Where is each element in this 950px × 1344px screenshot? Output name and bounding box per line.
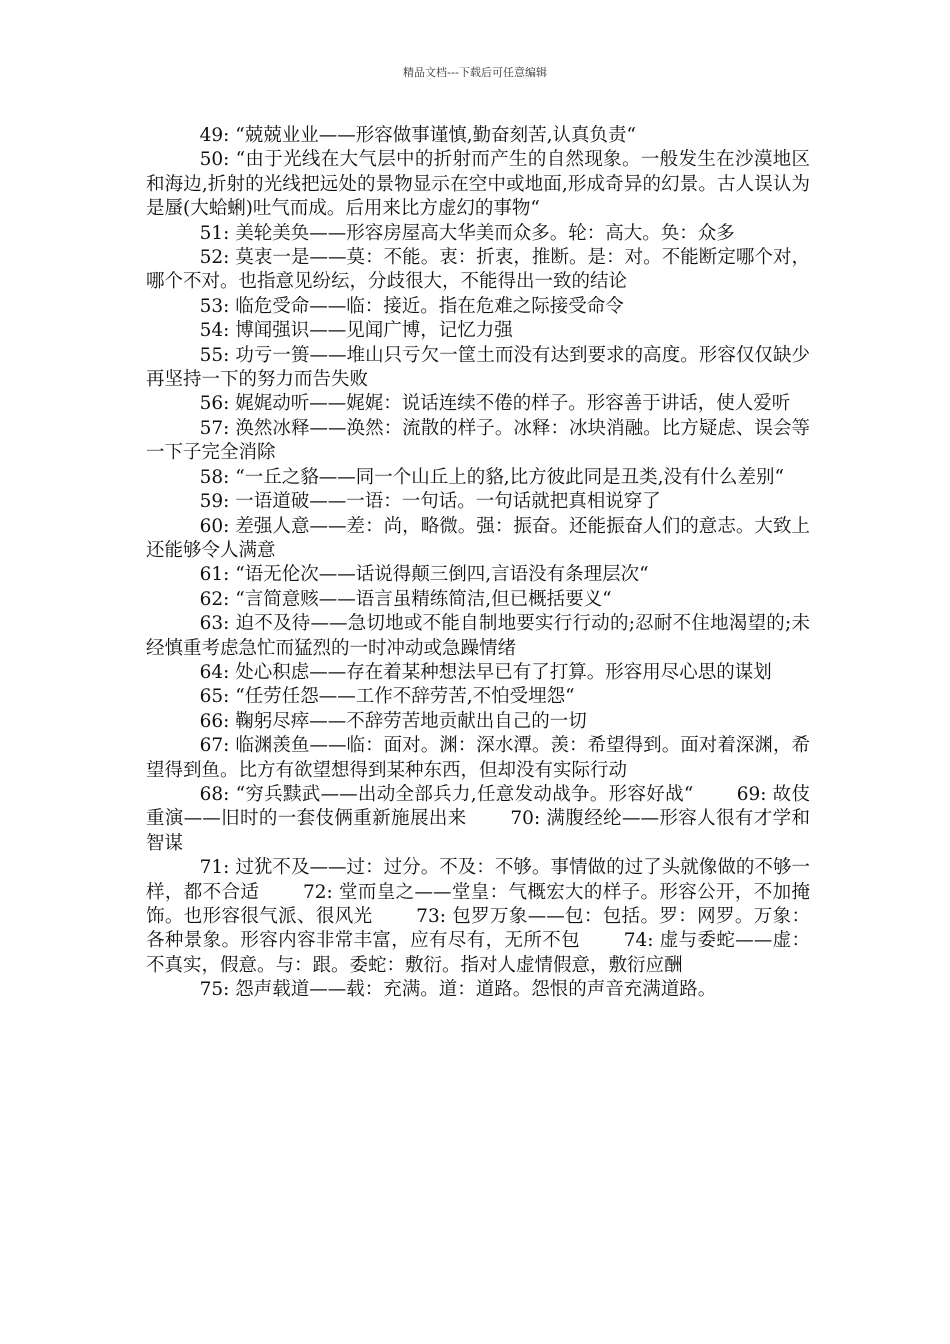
idiom-entry-52: 52: 莫衷一是——莫：不能。衷：折衷，推断。是：对。不能断定哪个对，哪个不对。也指意见纷纭，分歧很大，不能得出一致的结论 bbox=[146, 247, 810, 293]
idiom-entry-75: 75: 怨声载道——载：充满。道：道路。怨恨的声音充满道路。 bbox=[199, 979, 717, 1001]
idiom-entry-50: 50: “由于光线在大气层中的折射而产生的自然现象。一般发生在沙漠地区和海边,折射的光线把远处的景物显示在空中或地面,形成奇异的幻景。古人误认为是蜃(大蛤蜊)吐气而成。后用来比方虚幻的事物“ bbox=[146, 149, 810, 220]
idiom-entry-55: 55: 功亏一篑——堆山只亏欠一筐土而没有达到要求的高度。形容仅仅缺少再坚持一下的努力而告失败 bbox=[146, 344, 810, 391]
idiom-entry-64: 64: 处心积虑——存在着某种想法早已有了打算。形容用尽心思的谋划 bbox=[199, 661, 772, 683]
idiom-entry-61: 61: “语无伦次——话说得颠三倒四,言语没有条理层次“ bbox=[199, 564, 649, 586]
page-header: 精品文档---下载后可任意编辑 bbox=[403, 66, 547, 79]
idiom-entry-62: 62: “言简意赅——语言虽精练简洁,但已概括要义“ bbox=[199, 588, 612, 610]
idiom-entry-56: 56: 娓娓动听——娓娓：说话连续不倦的样子。形容善于讲话，使人爱听 bbox=[199, 393, 791, 415]
idiom-entry-57: 57: 涣然冰释——涣然：流散的样子。冰释：冰块消融。比方疑虑、误会等一下子完全消除 bbox=[146, 417, 810, 464]
idiom-entry-58: 58: “一丘之貉——同一个山丘上的貉,比方彼此同是丑类,没有什么差别“ bbox=[199, 466, 784, 488]
idiom-entry-53: 53: 临危受命——临：接近。指在危难之际接受命令 bbox=[199, 295, 624, 317]
idiom-entry-49: 49: “兢兢业业——形容做事谨慎,勤奋刻苦,认真负责“ bbox=[199, 125, 636, 146]
idiom-entry-54: 54: 博闻强识——见闻广博，记忆力强 bbox=[199, 320, 513, 342]
idiom-entry-66: 66: 鞠躬尽瘁——不辞劳苦地贡献出自己的一切 bbox=[199, 710, 587, 732]
idiom-entry-51: 51: 美轮美奂——形容房屋高大华美而众多。轮：高大。奂：众多 bbox=[199, 222, 735, 244]
document-body bbox=[146, 124, 810, 1003]
idiom-entry-59: 59: 一语道破——一语：一句话。一句话就把真相说穿了 bbox=[199, 491, 661, 513]
idiom-entry-67: 67: 临渊羡鱼——临：面对。渊：深水潭。羡：希望得到。面对着深渊，希望得到鱼。比方有欲望想得到某种东西，但却没有实际行动 bbox=[146, 735, 810, 781]
idiom-entry-65: 65: “任劳任怨——工作不辞劳苦,不怕受埋怨“ bbox=[199, 686, 575, 708]
idiom-entry-68-70: 68: “穷兵黩武——出动全部兵力,任意发动战争。形容好战“ 69: 故伎重演——旧时的一套伎俩重新施展出来 70: 满腹经纶——形容人很有才学和智谋 bbox=[146, 783, 810, 854]
idiom-entry-63: 63: 迫不及待——急切地或不能自制地要实行行动的;忍耐不住地渴望的;未经慎重考虑急忙而猛烈的一时冲动或急躁情绪 bbox=[146, 613, 810, 659]
idiom-entry-71-74: 71: 过犹不及——过：过分。不及：不够。事情做的过了头就像做的不够一样，都不合适 72: 堂而皇之——堂皇：气概宏大的样子。形容公开，不加掩饰。也形容很气派、很风光 73: 包罗万象——包：包括。罗：网罗。万象：各种景象。形容内容非常丰富，应有尽有，无所不包 74: 虚与委蛇——虚：不真实，假意。与：跟。委蛇：敷衍。指对人虚情假意，敷衍应酬 bbox=[146, 857, 810, 976]
idiom-entry-60: 60: 差强人意——差：尚，略微。强：振奋。还能振奋人们的意志。大致上还能够令人满意 bbox=[146, 515, 810, 561]
